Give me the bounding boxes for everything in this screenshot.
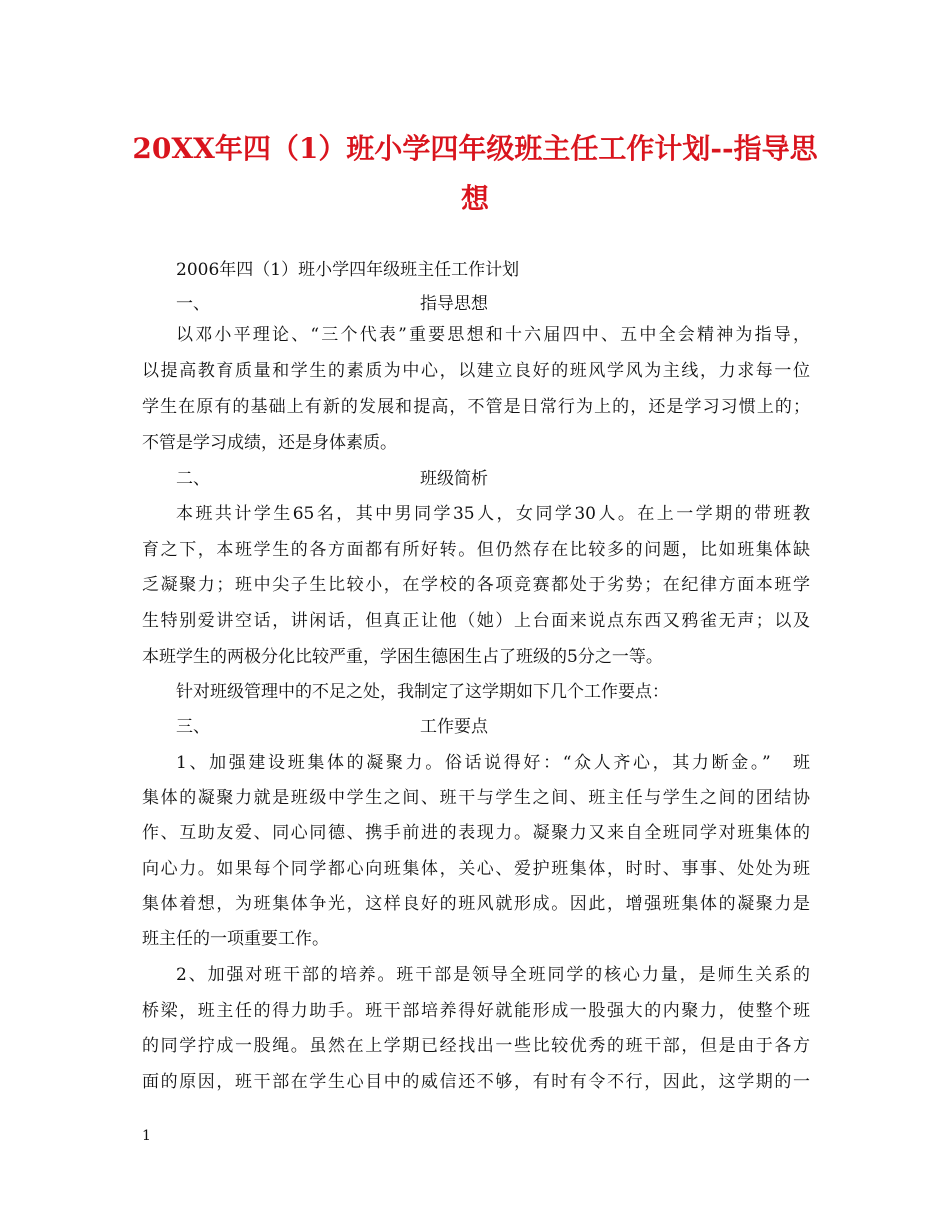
paragraph-line: 乏凝聚力；班中尖子生比较小，在学校的各项竞赛都处于劣势；在纪律方面本班学 — [142, 575, 810, 595]
section-number: 二、 — [176, 469, 210, 489]
paragraph-line: 生特别爱讲空话，讲闲话，但真正让他（她）上台面来说点东西又鸦雀无声；以及 — [142, 611, 810, 631]
section-number: 一、 — [176, 294, 210, 314]
section-title: 指导思想 — [420, 294, 488, 314]
paragraph-line: 2、加强对班干部的培养。班干部是领导全班同学的核心力量，是师生关系的 — [176, 965, 810, 985]
paragraph-line: 针对班级管理中的不足之处，我制定了这学期如下几个工作要点： — [176, 682, 669, 702]
paragraph-line: 的同学拧成一股绳。虽然在上学期已经找出一些比较优秀的班干部，但是由于各方 — [142, 1036, 810, 1056]
paragraph-line: 集体的凝聚力就是班级中学生之间、班干与学生之间、班主任与学生之间的团结协 — [142, 788, 810, 808]
paragraph-line: 集体着想，为班集体争光，这样良好的班风就形成。因此，增强班集体的凝聚力是 — [142, 894, 810, 914]
section-title: 班级简析 — [420, 469, 488, 489]
page-number: 1 — [142, 1128, 151, 1144]
paragraph-line: 作、互助友爱、同心同德、携手前进的表现力。凝聚力又来自全班同学对班集体的 — [142, 823, 810, 843]
paragraph-line: 向心力。如果每个同学都心向班集体，关心、爱护班集体，时时、事事、处处为班 — [142, 859, 810, 879]
page-title: 20XX年四（1）班小学四年级班主任工作计划--指导思想 — [132, 132, 818, 215]
paragraph-line: 以邓小平理论、“三个代表”重要思想和十六届四中、五中全会精神为指导， — [176, 325, 810, 345]
section-number: 三、 — [176, 717, 210, 737]
document-subtitle: 2006年四（1）班小学四年级班主任工作计划 — [176, 260, 520, 280]
paragraph-line: 本班学生的两极分化比较严重，学困生德困生占了班级的5分之一等。 — [142, 647, 663, 667]
paragraph-line: 以提高教育质量和学生的素质为中心，以建立良好的班风学风为主线，力求每一位 — [142, 361, 810, 381]
paragraph-line: 育之下，本班学生的各方面都有所好转。但仍然存在比较多的问题，比如班集体缺 — [142, 540, 810, 560]
paragraph-line: 桥梁，班主任的得力助手。班干部培养得好就能形成一股强大的内聚力，使整个班 — [142, 1001, 810, 1021]
paragraph-line: 学生在原有的基础上有新的发展和提高，不管是日常行为上的，还是学习习惯上的； — [142, 397, 810, 417]
section-title: 工作要点 — [420, 717, 488, 737]
paragraph-line: 1、加强建设班集体的凝聚力。俗话说得好：“众人齐心，其力断金。” 班 — [176, 753, 810, 773]
paragraph-line: 本班共计学生65名，其中男同学35人，女同学30人。在上一学期的带班教 — [176, 504, 810, 524]
paragraph-line: 班主任的一项重要工作。 — [142, 929, 329, 949]
paragraph-line: 面的原因，班干部在学生心目中的威信还不够，有时有令不行，因此，这学期的一 — [142, 1072, 810, 1092]
paragraph-line: 不管是学习成绩，还是身体素质。 — [142, 433, 397, 453]
